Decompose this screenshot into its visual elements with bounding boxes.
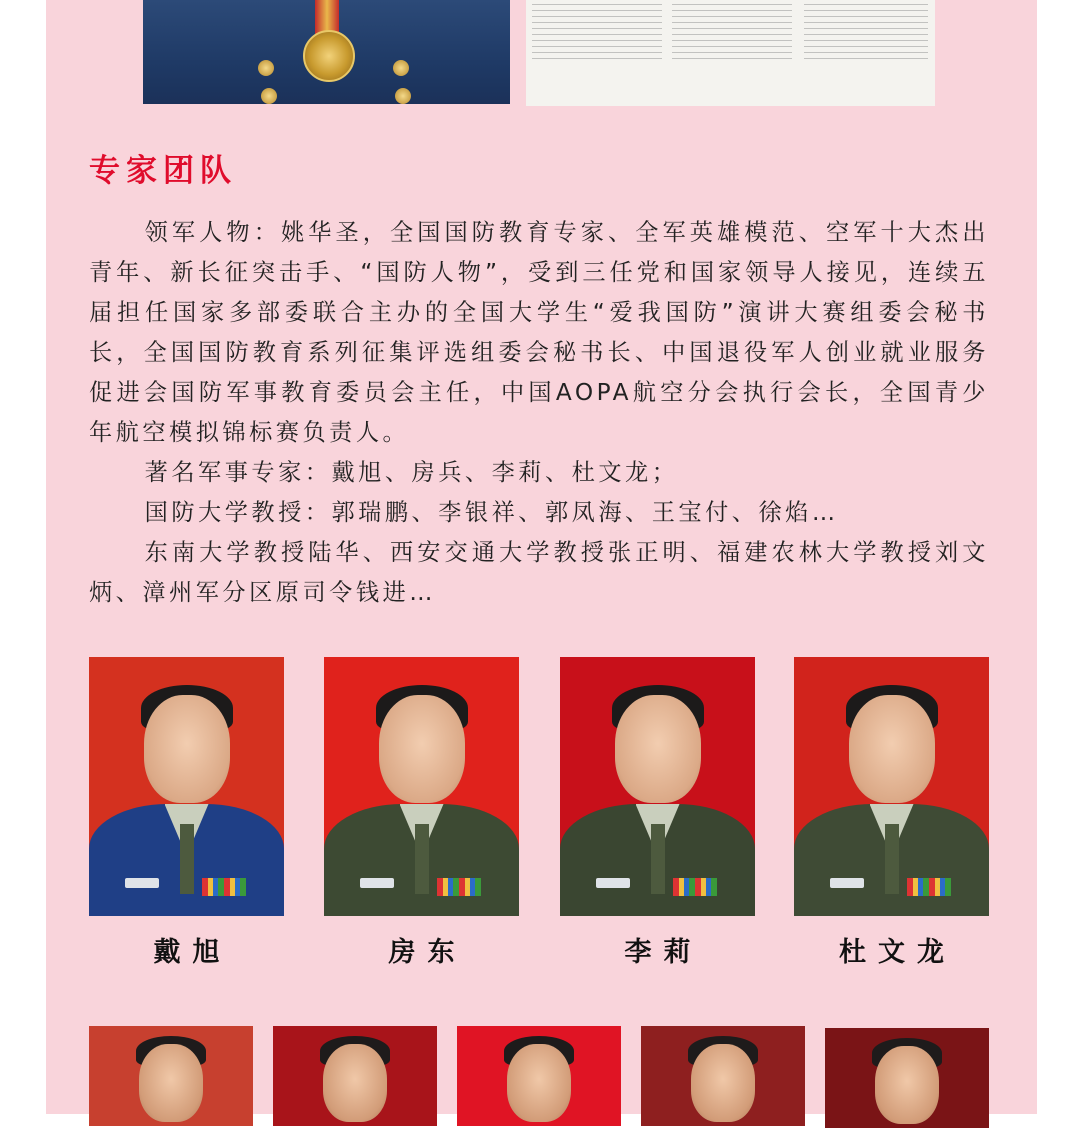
- section-title: 专家团队: [89, 153, 237, 189]
- paragraph: 国防大学教授：郭瑞鹏、李银祥、郭凤海、王宝付、徐焰…: [144, 499, 839, 526]
- expert-photo: [794, 657, 989, 916]
- expert-card: [794, 657, 989, 969]
- expert-name: 李莉: [624, 937, 703, 968]
- expert-photo-thumb: [89, 1026, 253, 1126]
- expert-portraits: [89, 657, 989, 977]
- expert-photo: [324, 657, 519, 916]
- expert-team-description: [89, 213, 989, 613]
- expert-photo-thumb: [273, 1026, 437, 1126]
- uniform-button-icon: [258, 60, 274, 76]
- paragraph: 东南大学教授陆华、西安交通大学教授张正明、福建农林大学教授刘文炳、漳州军分区原司令钱进…: [89, 539, 989, 606]
- uniform-button-icon: [393, 60, 409, 76]
- expert-photo-thumb: [457, 1026, 621, 1126]
- expert-photo: [89, 657, 284, 916]
- newspaper-clipping: [526, 0, 935, 106]
- medal-icon: [303, 30, 355, 82]
- expert-photo-thumb: [825, 1028, 989, 1128]
- paragraph: 著名军事专家：戴旭、房兵、李莉、杜文龙；: [144, 459, 679, 486]
- expert-photo-thumb: [641, 1026, 805, 1126]
- expert-card: [324, 657, 519, 969]
- uniform-button-icon: [395, 88, 411, 104]
- expert-card: [89, 657, 284, 969]
- medal-ribbon: [315, 0, 339, 34]
- expert-card: [560, 657, 755, 969]
- expert-name: 房东: [388, 937, 467, 968]
- officer-photo: [143, 0, 510, 104]
- paragraph: 领军人物：姚华圣，全国国防教育专家、全军英雄模范、空军十大杰出青年、新长征突击手、“国防人物”，受到三任党和国家领导人接见，连续五届担任国家多部委联合主办的全国大学生“爱我国防”演讲大赛组委会秘书长，全国国防教育系列征集评选组委会秘书长、中国退役军人创业就业服务促进会国防军事教育委员会主任，中国AOPA航空分会执行会长，全国青少年航空模拟锦标赛负责人。: [89, 219, 989, 446]
- expert-name: 杜文龙: [839, 937, 956, 968]
- expert-name: 戴旭: [153, 937, 232, 968]
- more-expert-photos: [89, 1026, 989, 1114]
- uniform-button-icon: [261, 88, 277, 104]
- expert-photo: [560, 657, 755, 916]
